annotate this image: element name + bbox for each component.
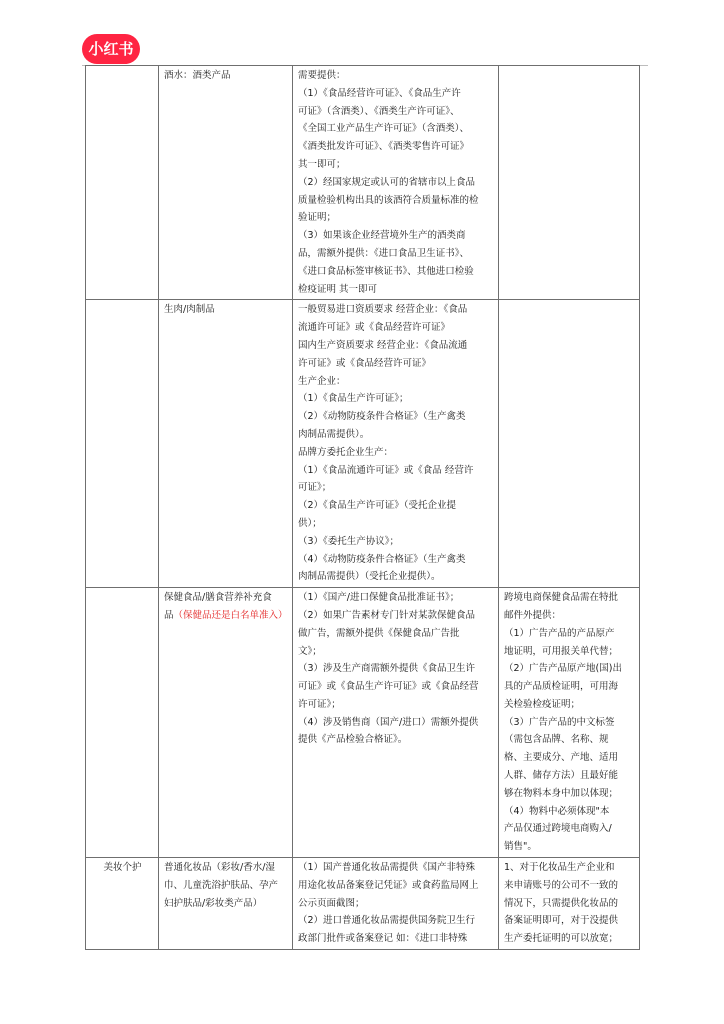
requirement-line: 公示页面截图； bbox=[298, 897, 365, 909]
extra-line: 邮件外提供： bbox=[504, 609, 562, 621]
requirements-cell bbox=[293, 66, 499, 300]
requirement-line: （1）国产普通化妆品需提供《国产非特殊 bbox=[298, 862, 476, 874]
requirement-line: 肉制品需提供）（受托企业提供）。 bbox=[298, 571, 441, 583]
extra-line: 销售"。 bbox=[504, 841, 537, 853]
requirement-line: （3）《委托生产协议》； bbox=[298, 535, 400, 547]
subcategory-line: 保健食品/膳食营养补充食 bbox=[164, 592, 272, 604]
subcategory-cell bbox=[159, 300, 293, 588]
table-row bbox=[86, 588, 640, 858]
requirement-line: （1）《国产/进口保健食品批准证书》； bbox=[298, 592, 460, 604]
requirement-line: （2）《食品生产许可证》（受托企业提 bbox=[298, 500, 457, 512]
requirement-line: 流通许可证》或《食品经营许可证》 bbox=[298, 322, 451, 334]
table-row bbox=[86, 300, 640, 588]
extra-line: （4）物料中必须体现"本 bbox=[504, 805, 610, 817]
requirement-line: 文》； bbox=[298, 645, 322, 657]
requirement-line: （2）经国家规定或认可的省辖市以上食品 bbox=[298, 176, 476, 188]
requirement-line: 可证》或《食品生产许可证》或《食品经营 bbox=[298, 681, 479, 693]
extra-requirements-cell bbox=[499, 300, 640, 588]
extra-line: 跨境电商保健食品需在特批 bbox=[504, 592, 619, 604]
extra-requirements-cell bbox=[499, 66, 640, 300]
extra-line: 情况下，只需提供化妆品的 bbox=[504, 897, 619, 909]
requirement-line: 质量检验机构出具的该酒符合质量标准的检 bbox=[298, 194, 479, 206]
subcategory-line: 品 bbox=[164, 609, 174, 621]
requirement-line: 检疫证明 其一即可 bbox=[298, 283, 378, 295]
requirement-line: 肉制品需提供）。 bbox=[298, 428, 370, 440]
subcategory-cell bbox=[159, 66, 293, 300]
category-cell bbox=[86, 588, 159, 858]
xiaohongshu-logo: 小红书 bbox=[82, 34, 140, 64]
requirement-line: 可证》（含酒类）、《酒类生产许可证》、 bbox=[298, 105, 460, 117]
requirement-line: （2）如果广告素材专门针对某款保健食品 bbox=[298, 609, 476, 621]
requirement-line: 验证明； bbox=[298, 212, 337, 224]
extra-line: 具的产品质检证明，可用海 bbox=[504, 681, 619, 693]
extra-requirements-cell bbox=[499, 588, 640, 858]
requirement-line: 《进口食品标签审核证书》、其他进口检验 bbox=[298, 265, 474, 277]
requirement-line: 用途化妆品备案登记凭证》或食药监局网上 bbox=[298, 879, 479, 891]
subcategory-line: 生肉/肉制品 bbox=[164, 304, 215, 316]
extra-line: 生产委托证明的可以放宽； bbox=[504, 933, 619, 945]
requirement-line: 国内生产资质要求 经营企业：《食品流通 bbox=[298, 339, 468, 351]
requirement-line: 需要提供： bbox=[298, 70, 346, 81]
extra-line: 地证明，可用报关单代替； bbox=[504, 645, 619, 657]
extra-line: 备案证明即可，对于没提供 bbox=[504, 915, 619, 927]
extra-line: （3）广告产品的中文标签 bbox=[504, 716, 615, 728]
requirement-line: （1）《食品经营许可证》、《食品生产许 bbox=[298, 87, 461, 99]
extra-line: （需包含品牌、名称、规 bbox=[504, 734, 609, 746]
requirement-line: 政部门批件或备案登记 如：《进口非特殊 bbox=[298, 933, 468, 945]
extra-line: （1）广告产品的产品原产 bbox=[504, 627, 615, 639]
requirement-line: 品，需额外提供：《进口食品卫生证书》、 bbox=[298, 247, 470, 259]
subcategory-cell bbox=[159, 588, 293, 858]
requirement-line: （1）《食品生产许可证》； bbox=[298, 393, 409, 405]
category-cell bbox=[86, 66, 159, 300]
requirement-line: 一般贸易进口资质要求 经营企业：《食品 bbox=[298, 304, 468, 316]
requirement-line: 许可证》或《食品经营许可证》 bbox=[298, 357, 432, 369]
requirement-line: 《全国工业产品生产许可证》（含酒类）、 bbox=[298, 123, 470, 135]
requirement-line: 可证》； bbox=[298, 482, 332, 494]
whitelist-note: （保健品还是白名单准入） bbox=[173, 609, 288, 621]
requirement-line: 许可证》； bbox=[298, 698, 341, 710]
requirements-cell bbox=[293, 588, 499, 858]
extra-line: 1、对于化妆品生产企业和 bbox=[504, 862, 615, 874]
requirement-line: 《酒类批发许可证》、《酒类零售许可证》 bbox=[298, 141, 470, 153]
table-row bbox=[86, 858, 640, 950]
extra-line: 够在物料本身中加以体现； bbox=[504, 787, 619, 799]
requirement-line: 提供《产品检验合格证》。 bbox=[298, 734, 408, 746]
requirement-line: 生产企业： bbox=[298, 375, 346, 387]
extra-line: （2）广告产品原产地(国)出 bbox=[504, 663, 622, 675]
requirement-line: 品牌方委托企业生产： bbox=[298, 446, 394, 458]
requirement-line: （3）如果该企业经营境外生产的酒类商 bbox=[298, 230, 466, 242]
extra-line: 格、主要成分、产地、适用 bbox=[504, 752, 619, 764]
requirement-line: 其一即可； bbox=[298, 158, 346, 170]
requirement-line: （2）进口普通化妆品需提供国务院卫生行 bbox=[298, 915, 476, 927]
subcategory-cell bbox=[159, 858, 293, 950]
requirements-cell bbox=[293, 300, 499, 588]
subcategory-line: 普通化妆品（彩妆/香水/湿 bbox=[164, 862, 275, 874]
requirement-line: （1）《食品流通许可证》或《食品 经营许 bbox=[298, 464, 474, 476]
category-cell: 美妆个护 bbox=[86, 858, 159, 950]
extra-requirements-cell bbox=[499, 858, 640, 950]
requirement-line: （4）涉及销售商（国产/进口）需额外提供 bbox=[298, 716, 479, 728]
requirement-line: 做广告，需额外提供《保健食品广告批 bbox=[298, 627, 460, 639]
requirement-line: （4）《动物防疫条件合格证》（生产禽类 bbox=[298, 553, 466, 565]
requirement-line: （3）涉及生产商需额外提供《食品卫生许 bbox=[298, 663, 476, 675]
table-row bbox=[86, 66, 640, 300]
extra-line: 产品仅通过跨境电商购入/ bbox=[504, 823, 612, 835]
extra-line: 来申请账号的公司不一致的 bbox=[504, 879, 619, 891]
requirement-line: （2）《动物防疫条件合格证》（生产禽类 bbox=[298, 411, 466, 423]
category-cell bbox=[86, 300, 159, 588]
extra-line: 关检验检疫证明； bbox=[504, 698, 581, 710]
subcategory-line: 巾、儿童洗浴护肤品、孕产 bbox=[164, 879, 279, 891]
requirements-cell bbox=[293, 858, 499, 950]
subcategory-line: 酒水：酒类产品 bbox=[164, 70, 231, 81]
requirements-table bbox=[85, 65, 640, 950]
extra-line: 人群、储存方法）且最好能 bbox=[504, 770, 619, 782]
subcategory-line: 妇护肤品/彩妆类产品） bbox=[164, 897, 263, 909]
requirement-line: 供）； bbox=[298, 517, 322, 529]
